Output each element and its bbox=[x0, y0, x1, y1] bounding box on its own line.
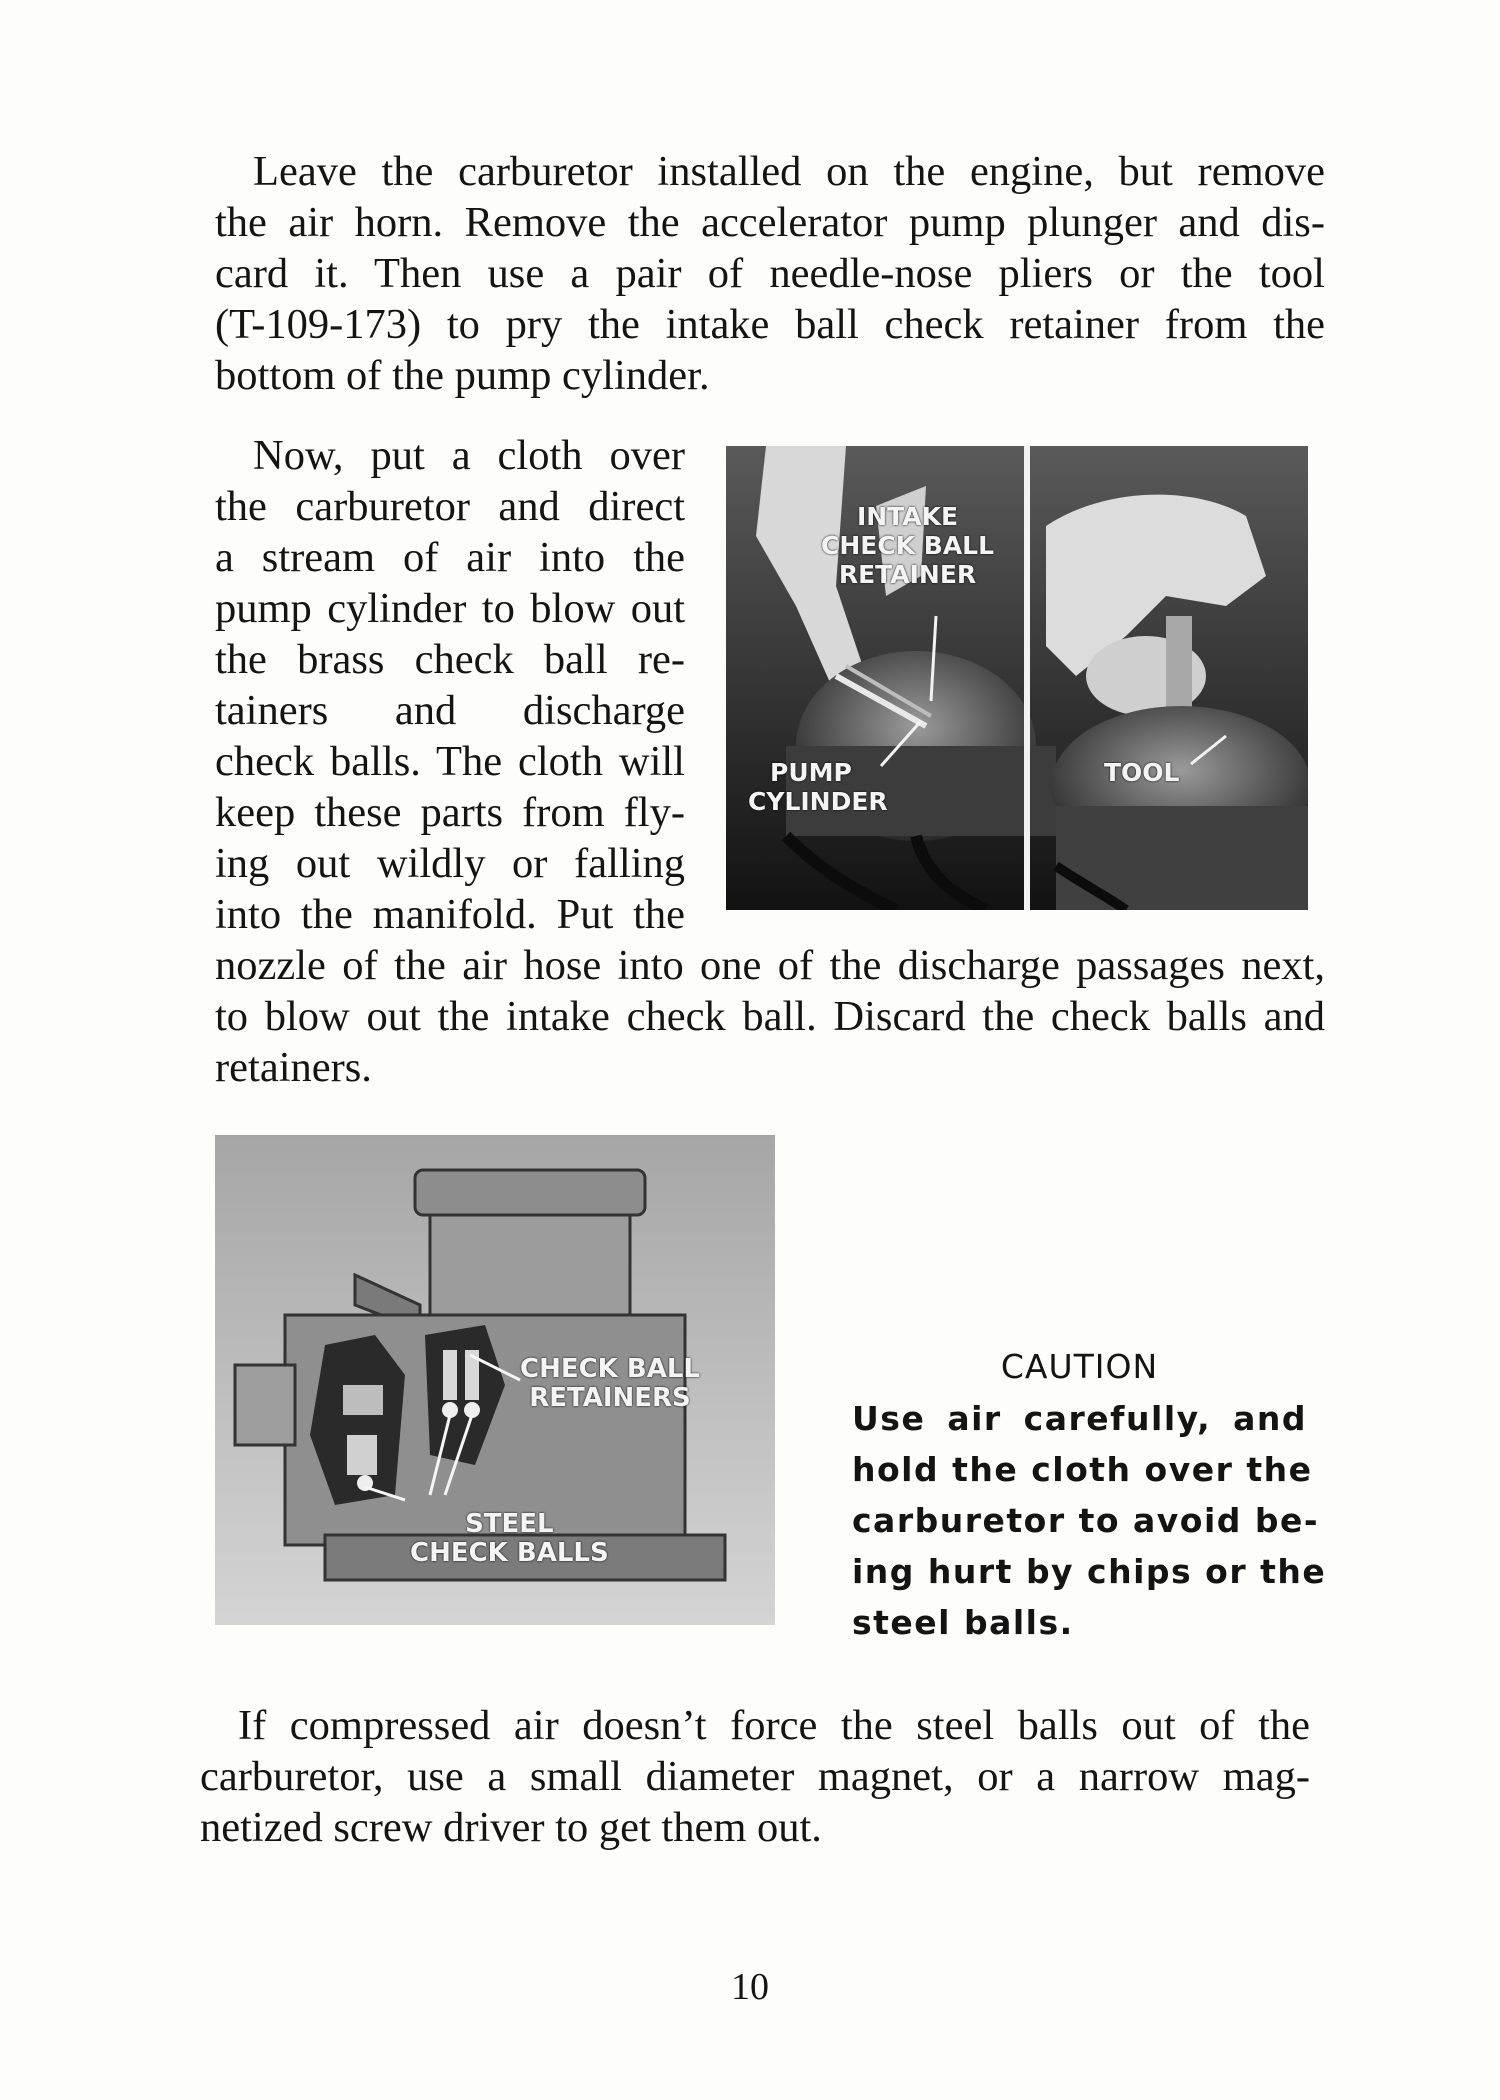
text-line: nozzle of the air hose into one of the discharge passages next, bbox=[215, 942, 1325, 989]
text-line: retainers. bbox=[215, 1044, 372, 1091]
callout-intake-check-ball-retainer: INTAKE CHECK BALL RETAINER bbox=[821, 502, 995, 589]
text-line: Leave the carburetor installed on the engine, but remove bbox=[253, 148, 1325, 195]
text-line: bottom of the pump cylinder. bbox=[215, 352, 710, 399]
carburetor-photo-illustration bbox=[726, 446, 1308, 910]
photo-carburetor-pump bbox=[726, 446, 1308, 910]
text-line: ing out wildly or falling bbox=[215, 840, 685, 887]
text-line: the brass check ball re- bbox=[215, 636, 685, 683]
callout-pump-cylinder: PUMP CYLINDER bbox=[748, 758, 888, 816]
photo-carburetor-cutaway bbox=[215, 1135, 775, 1625]
text-line: If compressed air doesn’t force the steel balls out of the bbox=[238, 1702, 1310, 1749]
callout-tool: TOOL bbox=[1104, 758, 1180, 787]
callout-steel-check-balls: STEEL CHECK BALLS bbox=[410, 1509, 609, 1568]
caution-title: CAUTION bbox=[1000, 1347, 1159, 1386]
paragraph-blow-out-narrow bbox=[215, 430, 685, 940]
text-line: card it. Then use a pair of needle-nose pliers or the tool bbox=[215, 250, 1325, 297]
caution-body bbox=[852, 1393, 1327, 1648]
text-line: (T-109-173) to pry the intake ball check retainer from the bbox=[215, 301, 1325, 348]
text-line: into the manifold. Put the bbox=[215, 891, 685, 938]
text-line: a stream of air into the bbox=[215, 534, 685, 581]
paragraph-blow-out-wide bbox=[215, 940, 1325, 1093]
paragraph-remove-retainer bbox=[215, 146, 1325, 401]
caution-line: Use air carefully, and bbox=[852, 1399, 1307, 1438]
text-line: Now, put a cloth over bbox=[253, 432, 685, 479]
text-line: the air horn. Remove the accelerator pump plunger and dis- bbox=[215, 199, 1325, 246]
callout-check-ball-retainers: CHECK BALL RETAINERS bbox=[520, 1354, 700, 1413]
text-line: the carburetor and direct bbox=[215, 483, 685, 530]
text-line: pump cylinder to blow out bbox=[215, 585, 685, 632]
caution-box bbox=[852, 1345, 1327, 1648]
text-line: to blow out the intake check ball. Discard the check balls and bbox=[215, 993, 1325, 1040]
caution-line: ing hurt by chips or the bbox=[852, 1552, 1327, 1591]
text-line: carburetor, use a small diameter magnet, or a narrow mag- bbox=[200, 1753, 1310, 1800]
text-line: keep these parts from fly- bbox=[215, 789, 685, 836]
page-number: 10 bbox=[731, 1966, 769, 2008]
text-line: check balls. The cloth will bbox=[215, 738, 685, 785]
text-line: netized screw driver to get them out. bbox=[200, 1804, 822, 1851]
text-line: tainers and discharge bbox=[215, 687, 685, 734]
caution-line: steel balls. bbox=[852, 1603, 1074, 1642]
paragraph-magnet bbox=[200, 1700, 1310, 1853]
caution-line: carburetor to avoid be- bbox=[852, 1501, 1320, 1540]
caution-line: hold the cloth over the bbox=[852, 1450, 1313, 1489]
